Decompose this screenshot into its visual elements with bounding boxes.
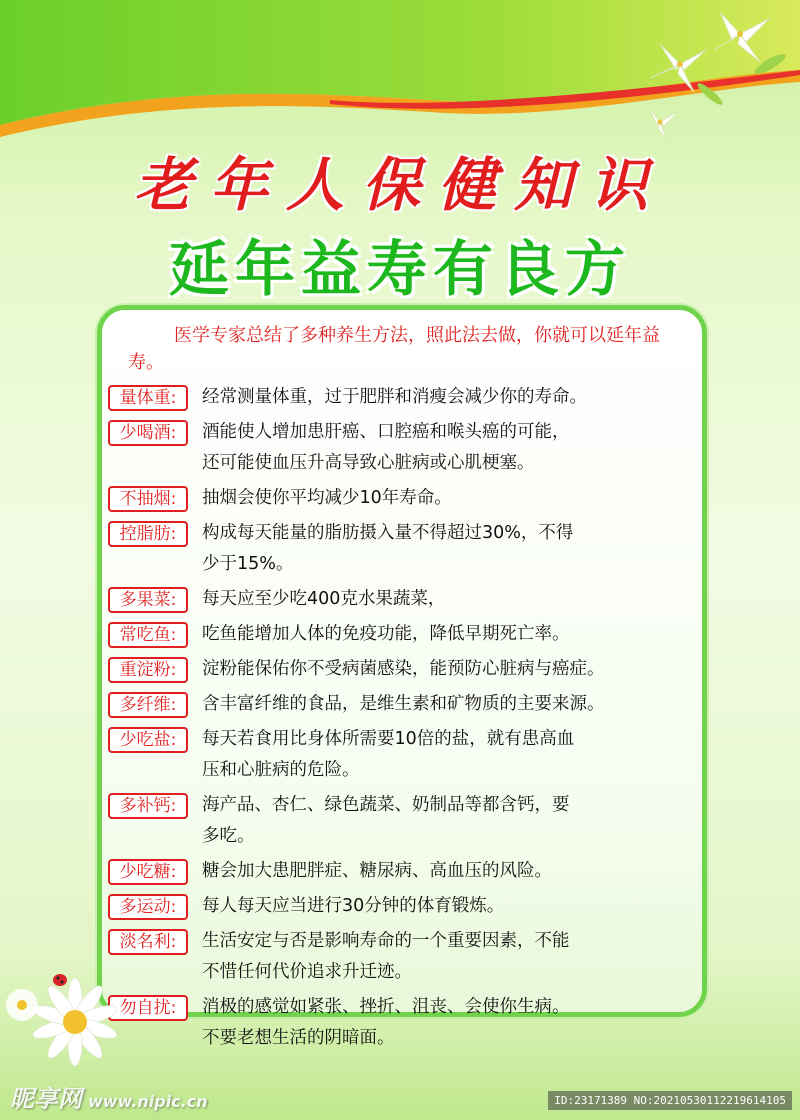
watermark-url: www.nipic.cn (88, 1092, 208, 1111)
tip-text: 酒能使人增加患肝癌、口腔癌和喉头癌的可能， 还可能使血压升高导致心脏病或心肌梗塞。 (202, 422, 570, 473)
lily-flower-icon (620, 4, 790, 144)
tip-text: 含丰富纤维的食品，是维生素和矿物质的主要来源。 (202, 694, 605, 714)
tip-tag: 量体重: (108, 385, 188, 411)
tip-tag: 少喝酒: (108, 420, 188, 446)
list-item (108, 417, 698, 479)
tip-text: 消极的感觉如紧张、挫折、沮丧、会使你生病。 不要老想生活的阴暗面。 (202, 997, 570, 1048)
watermark-logo-text: 昵享网 (10, 1085, 82, 1113)
tip-tag: 重淀粉: (108, 657, 188, 683)
list-item (108, 992, 698, 1054)
tip-text: 经常测量体重，过于肥胖和消瘦会减少你的寿命。 (202, 387, 587, 407)
tip-tag: 勿自扰: (108, 995, 188, 1021)
list-item (108, 518, 698, 580)
page-title: 老年人保健知识 (133, 151, 666, 219)
list-item (108, 382, 698, 413)
tips-list (108, 382, 698, 1058)
list-item (108, 926, 698, 988)
tip-text: 抽烟会使你平均减少10年寿命。 (202, 488, 452, 508)
tip-text: 每人每天应当进行30分钟的体育锻炼。 (202, 896, 505, 916)
list-item (108, 856, 698, 887)
list-item (108, 689, 698, 720)
tip-text: 海产品、杏仁、绿色蔬菜、奶制品等都含钙，要 多吃。 (202, 795, 570, 846)
watermark-id: ID:23171389 NO:20210530112219614105 (548, 1091, 792, 1110)
daisy-flower-icon (0, 960, 150, 1070)
page-subtitle: 延年益寿有良方 (169, 235, 631, 305)
tip-text: 构成每天能量的脂肪摄入量不得超过30%，不得 少于15%。 (202, 523, 574, 574)
tip-text: 每天若食用比身体所需要10倍的盐，就有患高血 压和心脏病的危险。 (202, 729, 575, 780)
tip-text: 生活安定与否是影响寿命的一个重要因素，不能 不惜任何代价追求升迁迹。 (202, 931, 570, 982)
tip-tag: 淡名利: (108, 929, 188, 955)
tip-tag: 不抽烟: (108, 486, 188, 512)
tip-tag: 常吃鱼: (108, 622, 188, 648)
list-item (108, 584, 698, 615)
tip-tag: 控脂肪: (108, 521, 188, 547)
tip-tag: 多运动: (108, 894, 188, 920)
list-item (108, 790, 698, 852)
tip-tag: 少吃盐: (108, 727, 188, 753)
tip-text: 糖会加大患肥胖症、糖尿病、高血压的风险。 (202, 861, 552, 881)
tip-tag: 多果菜: (108, 587, 188, 613)
list-item (108, 891, 698, 922)
intro-text: 医学专家总结了多种养生方法，照此法去做，你就可以延年益寿。 (128, 325, 660, 373)
tip-tag: 多纤维: (108, 692, 188, 718)
tip-text: 每天应至少吃400克水果蔬菜， (202, 589, 446, 609)
tip-text: 淀粉能保佑你不受病菌感染，能预防心脏病与癌症。 (202, 659, 605, 679)
tip-text: 吃鱼能增加人体的免疫功能，降低早期死亡率。 (202, 624, 570, 644)
list-item (108, 654, 698, 685)
tip-tag: 少吃糖: (108, 859, 188, 885)
list-item (108, 724, 698, 786)
tip-tag: 多补钙: (108, 793, 188, 819)
list-item (108, 483, 698, 514)
watermark-logo (10, 1079, 208, 1114)
list-item (108, 619, 698, 650)
